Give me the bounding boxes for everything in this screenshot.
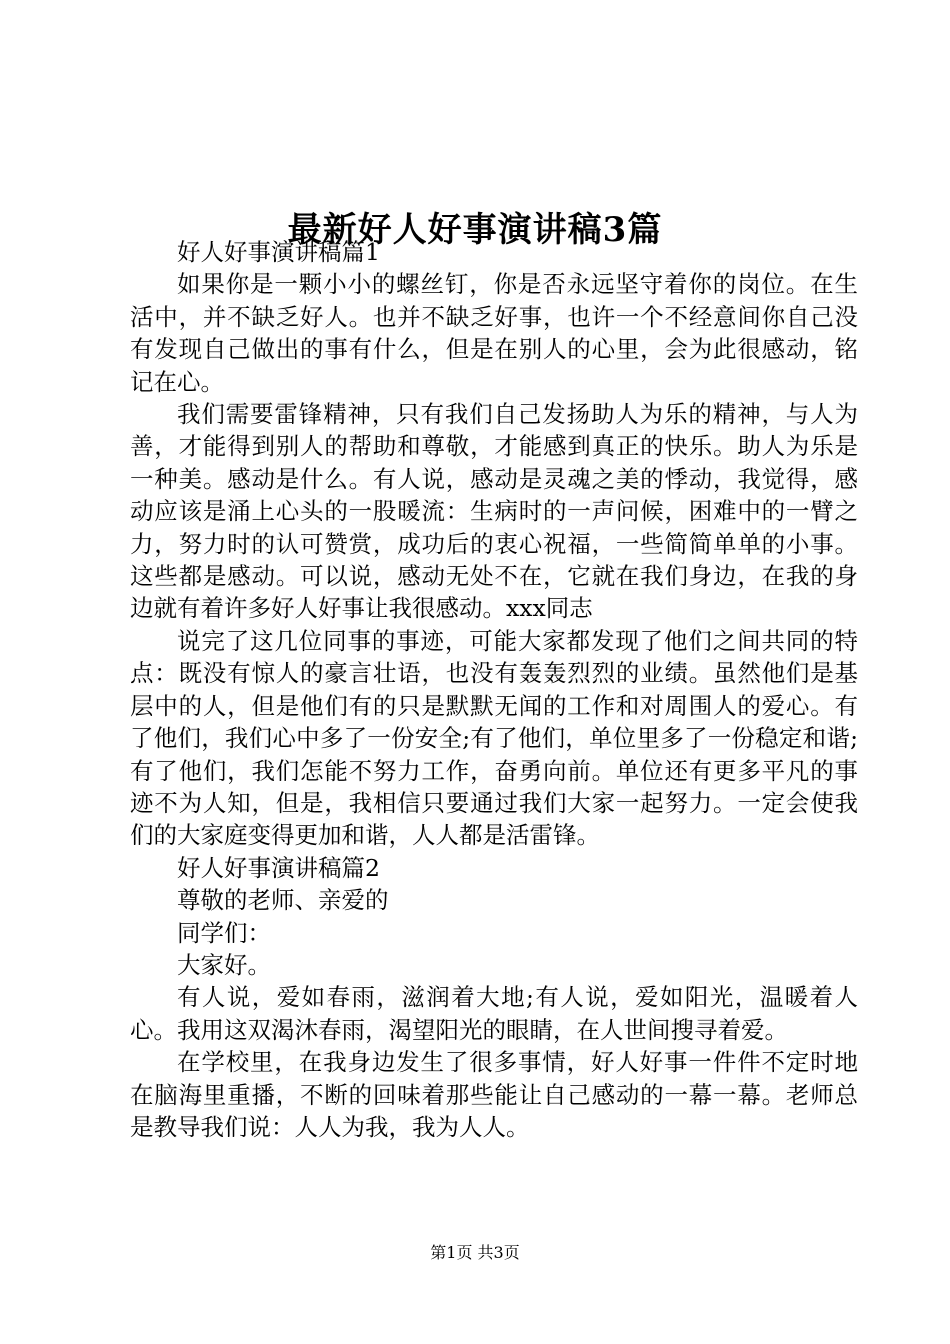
section-heading-1: 好人好事演讲稿篇1 xyxy=(177,238,380,266)
paragraph: 我们需要雷锋精神，只有我们自己发扬助人为乐的精神，与人为善，才能得到别人的帮助和尊敬，才能感到真正的快乐。助人为乐是一种美。感动是什么。有人说，感动是灵魂之美的悸动，我觉得，感动应该是涌上心头的一股暖流：生病时的一声问候，困难中的一臂之力，努力时的认可赞赏，成功后的衷心祝福，一些简简单单的小事。这些都是感动。可以说，感动无处不在，它就在我们身边，在我的身边就有着许多好人好事让我很感动。xxx同志 xyxy=(130,400,858,623)
greeting-line: 大家好。 xyxy=(177,950,271,979)
paragraph: 在学校里，在我身边发生了很多事情，好人好事一件件不定时地在脑海里重播，不断的回味着那些能让自己感动的一幕一幕。老师总是教导我们说：人人为我，我为人人。 xyxy=(130,1048,858,1141)
salutation-line: 尊敬的老师、亲爱的 xyxy=(177,886,389,915)
page-footer: 第1页 共3页 xyxy=(430,1243,520,1262)
paragraph: 有人说，爱如春雨，滋润着大地;有人说，爱如阳光，温暖着人心。我用这双渴沐春雨，渴望阳光的眼睛，在人世间搜寻着爱。 xyxy=(130,983,858,1044)
document-body xyxy=(130,236,858,1143)
salutation-line: 同学们： xyxy=(177,918,271,947)
paragraph: 如果你是一颗小小的螺丝钉，你是否永远坚守着你的岗位。在生活中，并不缺乏好人。也并不缺乏好事，也许一个不经意间你自己没有发现自己做出的事有什么，但是在别人的心里，会为此很感动，铭记在心。 xyxy=(130,270,858,396)
document-title: 最新好人好事演讲稿3篇 xyxy=(287,209,663,250)
paragraph: 说完了这几位同事的事迹，可能大家都发现了他们之间共同的特点：既没有惊人的豪言壮语，也没有轰轰烈烈的业绩。虽然他们是基层中的人，但是他们有的只是默默无闻的工作和对周围人的爱心。有了他们，我们心中多了一份安全;有了他们，单位里多了一份稳定和谐;有了他们，我们怎能不努力工作，奋勇向前。单位还有更多平凡的事迹不为人知，但是，我相信只要通过我们大家一起努力。一定会使我们的大家庭变得更加和谐，人人都是活雷锋。 xyxy=(130,626,858,850)
section-heading-2: 好人好事演讲稿篇2 xyxy=(177,853,380,882)
